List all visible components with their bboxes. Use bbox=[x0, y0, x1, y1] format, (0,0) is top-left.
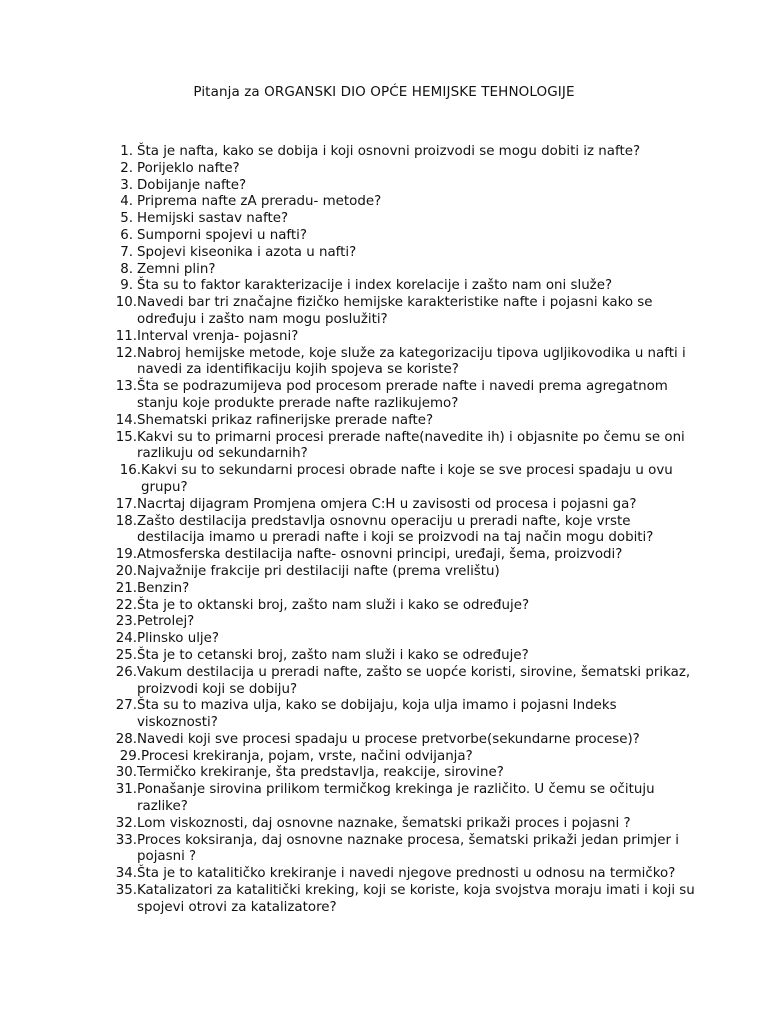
question-text: Interval vrenja- pojasni? bbox=[137, 328, 299, 344]
question-text: Šta je nafta, kako se dobija i koji osnovni proizvodi se mogu dobiti iz nafte? bbox=[137, 144, 641, 159]
question-text: Najvažnije frakcije pri destilaciji nafte (prema vrelištu) bbox=[137, 563, 500, 579]
question-list bbox=[112, 144, 697, 917]
question-number: 3. bbox=[120, 177, 133, 193]
question-number: 5. bbox=[120, 211, 133, 227]
question-text: Priprema nafte zA preradu- metode? bbox=[137, 194, 382, 210]
question-number: 34. bbox=[115, 866, 137, 882]
question-text: Termičko krekiranje, šta predstavlja, reakcije, sirovine? bbox=[137, 765, 504, 781]
question-item bbox=[112, 178, 697, 195]
question-text: Kakvi su to primarni procesi prerade nafte(navedite ih) i objasnite po čemu se oni razlikuju od sekundarnih? bbox=[137, 429, 685, 462]
question-number: 10. bbox=[115, 295, 137, 311]
question-item bbox=[112, 749, 697, 766]
question-item bbox=[112, 564, 697, 581]
question-item bbox=[112, 631, 697, 648]
question-item bbox=[112, 228, 697, 245]
question-text: Navedi koji sve procesi spadaju u procese pretvorbe(sekundarne procese)? bbox=[137, 731, 640, 747]
question-item bbox=[112, 883, 697, 917]
question-number: 35. bbox=[115, 883, 137, 899]
question-number: 7. bbox=[120, 244, 133, 260]
question-number: 12. bbox=[115, 345, 137, 361]
page-title-text: Pitanja za ORGANSKI DIO OPĆE HEMIJSKE TEHNOLOGIJE bbox=[193, 84, 575, 100]
question-item bbox=[112, 581, 697, 598]
question-item bbox=[112, 194, 697, 211]
question-text: Dobijanje nafte? bbox=[137, 177, 247, 193]
question-text: Lom viskoznosti, daj osnovne naznake, šematski prikaži proces i pojasni ? bbox=[137, 815, 631, 831]
page-title bbox=[0, 84, 768, 100]
question-item bbox=[112, 211, 697, 228]
question-text: Šta se podrazumijeva pod procesom prerade nafte i navedi prema agregatnom stanju koje produkte prerade nafte razlikujemo? bbox=[137, 379, 668, 411]
question-number: 14. bbox=[115, 412, 137, 428]
question-number: 26. bbox=[115, 664, 137, 680]
question-item bbox=[112, 866, 697, 883]
question-item bbox=[112, 295, 697, 329]
question-item bbox=[112, 698, 697, 732]
question-text: Porijeklo nafte? bbox=[137, 160, 240, 176]
question-text: Vakum destilacija u preradi nafte, zašto se uopće koristi, sirovine, šematski prikaz, proizvodi koji se dobiju? bbox=[137, 664, 691, 697]
question-text: Nacrtaj dijagram Promjena omjera C:H u zavisosti od procesa i pojasni ga? bbox=[137, 496, 637, 512]
question-item bbox=[112, 144, 697, 161]
question-text: Kakvi su to sekundarni procesi obrade nafte i koje se sve procesi spadaju u ovu grupu? bbox=[141, 463, 673, 495]
question-number: 13. bbox=[115, 379, 137, 395]
question-item bbox=[112, 816, 697, 833]
question-text: Šta je to katalitičko krekiranje i navedi njegove prednosti u odnosu na termičko? bbox=[137, 866, 676, 882]
question-text: Šta su to maziva ulja, kako se dobijaju, koja ulja imamo i pojasni Indeks viskoznosti? bbox=[137, 698, 617, 731]
question-item bbox=[112, 547, 697, 564]
question-item bbox=[112, 346, 697, 380]
question-text: Šta je to oktanski broj, zašto nam služi i kako se određuje? bbox=[137, 597, 530, 613]
question-text: Ponašanje sirovina prilikom termičkog krekinga je različito. U čemu se očituju razlike? bbox=[137, 782, 655, 815]
question-number: 16. bbox=[119, 463, 141, 479]
question-number: 1. bbox=[120, 144, 133, 159]
question-number: 11. bbox=[115, 328, 137, 344]
question-number: 4. bbox=[120, 194, 133, 210]
question-item bbox=[112, 732, 697, 749]
question-text: Proces koksiranja, daj osnovne naznake procesa, šematski prikaži jedan primjer i pojasni ? bbox=[137, 832, 679, 865]
question-number: 6. bbox=[120, 227, 133, 243]
question-text: Spojevi kiseonika i azota u nafti? bbox=[137, 244, 357, 260]
question-item bbox=[112, 278, 697, 295]
question-number: 32. bbox=[115, 815, 137, 831]
question-item bbox=[112, 430, 697, 464]
question-text: Sumporni spojevi u nafti? bbox=[137, 227, 307, 243]
question-number: 31. bbox=[115, 782, 137, 798]
question-number: 33. bbox=[115, 832, 137, 848]
question-text: Zašto destilacija predstavlja osnovnu operaciju u preradi nafte, koje vrste destilacija imamo u preradi nafte i koji se proizvodi na taj način mogu dobiti? bbox=[137, 513, 654, 546]
question-item bbox=[112, 262, 697, 279]
question-number: 21. bbox=[115, 580, 137, 596]
question-item bbox=[112, 497, 697, 514]
question-number: 15. bbox=[115, 429, 137, 445]
question-text: Šta su to faktor karakterizacije i index korelacije i zašto nam oni služe? bbox=[137, 278, 613, 294]
question-text: Nabroj hemijske metode, koje služe za kategorizaciju tipova ugljikovodika u nafti i navedi za identifikaciju kojih spojeva se koriste? bbox=[137, 345, 686, 378]
question-number: 28. bbox=[115, 731, 137, 747]
question-number: 17. bbox=[115, 496, 137, 512]
question-item bbox=[112, 833, 697, 867]
question-text: Procesi krekiranja, pojam, vrste, načini odvijanja? bbox=[141, 748, 473, 764]
question-number: 23. bbox=[115, 614, 137, 630]
question-text: Atmosferska destilacija nafte- osnovni principi, uređaji, šema, proizvodi? bbox=[137, 547, 623, 563]
question-item bbox=[112, 329, 697, 346]
question-text: Hemijski sastav nafte? bbox=[137, 211, 289, 227]
question-item bbox=[112, 765, 697, 782]
question-number: 18. bbox=[115, 513, 137, 529]
question-item bbox=[112, 648, 697, 665]
question-number: 19. bbox=[115, 547, 137, 563]
question-text: Zemni plin? bbox=[137, 261, 216, 277]
question-item bbox=[112, 245, 697, 262]
question-number: 29. bbox=[119, 748, 141, 764]
question-item bbox=[112, 614, 697, 631]
question-number: 24. bbox=[115, 631, 137, 647]
question-number: 20. bbox=[115, 563, 137, 579]
question-number: 27. bbox=[115, 698, 137, 714]
question-text: Šta je to cetanski broj, zašto nam služi i kako se određuje? bbox=[137, 647, 529, 663]
question-text: Petrolej? bbox=[137, 614, 195, 630]
question-text: Benzin? bbox=[137, 580, 190, 596]
question-number: 25. bbox=[115, 647, 137, 663]
question-item bbox=[112, 379, 697, 413]
question-item bbox=[112, 514, 697, 548]
question-item bbox=[112, 161, 697, 178]
question-number: 9. bbox=[120, 278, 133, 294]
question-item bbox=[112, 782, 697, 816]
question-item bbox=[112, 598, 697, 615]
question-item bbox=[112, 665, 697, 699]
question-text: Katalizatori za katalitički kreking, koji se koriste, koja svojstva moraju imati i koji su spojevi otrovi za katalizatore? bbox=[137, 883, 695, 915]
question-number: 30. bbox=[115, 765, 137, 781]
question-text: Plinsko ulje? bbox=[137, 631, 219, 647]
question-item bbox=[112, 413, 697, 430]
question-number: 22. bbox=[115, 597, 137, 613]
question-number: 2. bbox=[120, 160, 133, 176]
question-number: 8. bbox=[120, 261, 133, 277]
question-item bbox=[112, 463, 697, 497]
question-text: Shematski prikaz rafinerijske prerade nafte? bbox=[137, 412, 434, 428]
question-text: Navedi bar tri značajne fizičko hemijske karakteristike nafte i pojasni kako se određuju i zašto nam mogu poslužiti? bbox=[137, 295, 653, 327]
